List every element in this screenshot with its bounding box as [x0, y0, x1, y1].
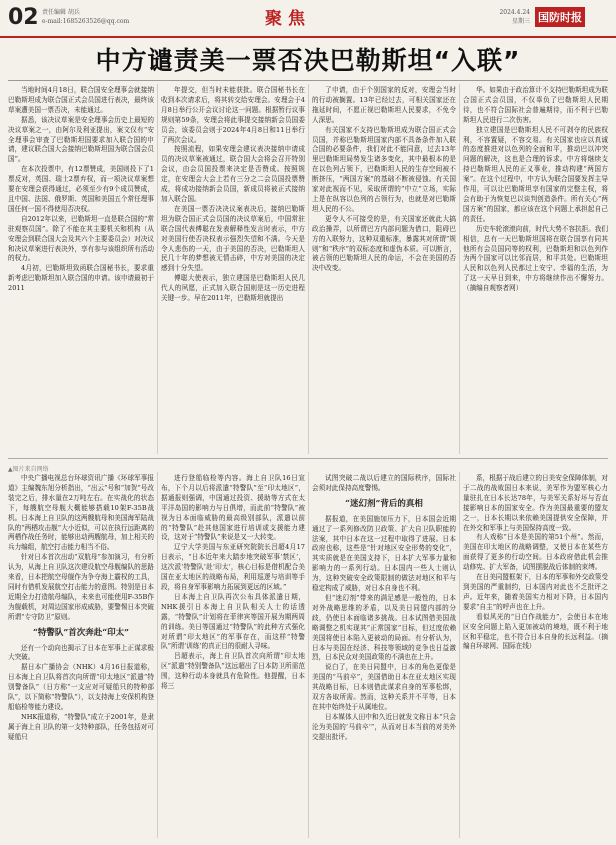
paragraph: 针对日本首次出动“双航母”参加演习，有分析认为，从海上自卫队这次建设航空母舰编队的思路来看，日本把航空母舰作为争夺海上霸权的工具，同时有借机发展航空打击能力的意图。特别是日本近期全力打造航母编队，未来也可能使用F-35B作为舰载机，对周边国家形成威胁，要警惕日本突破所谓“专守防卫”原则。 — [8, 553, 154, 621]
paragraph: 据悉，该决议草案是安全理事会历史上最短的决议草案之一，由阿尔及利亚提出，案文仅有“安全理事会审查了巴勒斯坦国要求加入联合国的申请，建议联合国大会接纳巴勒斯坦国为联合国会员国”。 — [8, 115, 154, 164]
paragraph: 还有一个动向也揭示了日本在军事上正谋求极大突破。 — [8, 643, 154, 662]
section-title: 聚焦 — [265, 9, 311, 29]
page-number: 02 — [8, 5, 39, 30]
paragraph: 中央广播电视总台环球资讯广播《环球军事报道》主编魏东旭分析指出，“出云”号和“加贺”号改装完之后，排水量在2万吨左右。在实战化的状态下，每艘航空母舰大概能够搭载10架F-35B战机。日本海上自卫队的这两艘航母和美国海军陆战队的“两栖攻击舰”大小近似，可以在执行远距离的两栖作战任务时，能够出动两艘航母，加上相关的兵力编组，航空打击能力相当不俗。 — [8, 474, 154, 552]
paragraph: 有关国家不支持巴勒斯坦成为联合国正式会员国，并称巴勒斯坦国家内部不具备条件加入联合国的必要条件，我们对此不能同意，过去13年里巴勒斯坦局势发生诸多变化，其中最根本的是在以色列占领下，巴勒斯坦人民的生存空间被不断挤压，“两国方案”的基础不断被侵蚀。有关国家对此视而不见，采取所谓的“中立”立场，实际上是在纵容以色列的占领行为，也就是对巴勒斯坦人民的不公。 — [312, 125, 456, 213]
paragraph: 历史车轮滚滚向前，时代大势不容抗拒。我们相信，总有一天巴勒斯坦国将在联合国享有同其他所有会员国同等的权利，巴勒斯坦和以色列作为两个国家可以比邻而居，和平共处。巴勒斯坦人民和以色列人民都过上安宁、幸福的生活，为了这一天早日到来，中方将继续作出不懈努力。（摘编自观察者网） — [463, 224, 608, 293]
paragraph: 年提交，但当时未能获批。联合国秘书长在收到本次请求后，将其转交给安理会。安理会于4月8日举行公开会议讨论这一问题。根据暂行议事规则第59条，安理会将此事提交接纳新会员国委员会，该委员会则于2024年4月8日和11日举行了两次会议。 — [161, 86, 305, 144]
editor-line: 责任编辑 胡兵 — [42, 9, 80, 16]
paragraph: 日本媒体人田中和久近日就发文称日本“只会沦为美国的‘马前卒’”，从而对日本当前的对美外交提出批评。 — [312, 712, 456, 741]
column-divider — [308, 472, 309, 838]
column-divider — [459, 472, 460, 838]
masthead — [0, 0, 616, 38]
paragraph: 按照流程，如果安理会建议表决接纳申请成员的决议草案被通过，联合国大会将会召开特别会议，由会员国投票来决定是否赞成。按照规定，在安理会大会上若有三分之二会员国投票赞成，将成功接纳新会员国，新成员将被正式接纳加入联合国。 — [161, 145, 305, 203]
paragraph: 在日美同盟框架下，日本的军事和外交政策受到美国的严重制约，日本国内对此也不乏批评之声。近年来，随着美国实力相对下降，日本国内要求“自主”的呼声也在上升。 — [463, 573, 608, 611]
article1-col3 — [312, 86, 456, 454]
column-divider — [157, 472, 158, 838]
paragraph: 据日本广播协会（NHK）4月16日报道称，日本海上自卫队将首次向所谓“印太地区”派遣“特别警备队”（日方称“一支应对可疑船只的特种部队”，以下简称“特警队”），以支持海上安保机构登船临检等能力建设。 — [8, 663, 154, 711]
article1-col4 — [463, 86, 608, 454]
paragraph: 自2012年以来，巴勒斯坦一直是联合国的“常驻观察员国”。除了不能在其主要机关和机构（从安理会到联合国大会及其六个主要委员会）对决议和决议草案进行表决外，享有参与该组织所有活动的权力。 — [8, 214, 154, 263]
column-divider — [459, 84, 460, 454]
paragraph: 试图突破二战以后建立的国际秩序，国际社会须对此保持高度警惕。 — [312, 474, 456, 492]
issue-date — [470, 8, 530, 26]
column-divider — [308, 84, 309, 454]
paragraph: 但“迷幻剂”带来的满足感是一般性的，日本对外战略思维的矛盾，以及美日同盟内部的分歧，仍使日本面临诸多挑战。日本试图借美国战略调整之机实现其“正常国家”目标，但过度依赖美国将使日本陷入更被动的局面。有分析认为，日本与美国在经济、科技等领域的竞争也日益激烈，日本民众对美国政策的不满也在上升。 — [312, 593, 456, 662]
paragraph: 系，根据于战后建立的日美安全保障体制，对于二战的战败国日本来说，美军作为盟军核心力量驻扎在日本长达78年，与美军关系好坏与否直接影响日本的国家安全。作为美国最重要的盟友之一，日本长期以来依赖美国提供安全保障，并在外交和军事上与美国保持高度一致。 — [463, 474, 608, 532]
main-headline: 中方谴责美一票否决巴勒斯坦“入联” — [95, 46, 521, 75]
paragraph: 日本海上自卫队再次公布具体派遣日期，NHK援引日本海上自卫队相关人士的话透露，“特警队”计划将在菲律宾等国开展为期两周的训练。美日等国通过“特警队”的此种方式强化对所谓“印太地区”的军事存在，而这样“特警队”所谓‘训练’的真正目的很耐人寻味。 — [161, 592, 305, 651]
paragraph: 说白了，在美日同盟中，日本的角色更像是美国的“马前卒”，美国借助日本在亚太地区实现其战略目标，日本则借此谋求自身的军事松绑，双方各取所需。然而，这种关系并不平等，日本在其中始终处于从属地位。 — [312, 663, 456, 711]
paragraph: 在美国一票否决决议案表决后，接纳巴勒斯坦为联合国正式会员国的决议草案后，中国常驻联合国代表傅聪在发表解释性发言时表示，中方对美国行使否决权表示强烈失望和不满。今天是令人悲伤的一天，由于美国的否决，巴勒斯坦人民几十年的梦想被无情击碎，中方对美国的决定感到十分失望。 — [161, 204, 305, 273]
paragraph: 4月初，巴勒斯坦致函联合国秘书长，要求重新考虑巴勒斯坦加入联合国的申请。该申请最初于2011 — [8, 264, 154, 293]
headline-rule — [8, 80, 608, 81]
paragraph: 进行登船临检等内容。海上自卫队16日宣布，下个月以后将派遣“特警队”至“印太地区”，据通报则强调，中国通过投资、援助等方式在太平洋岛国的影响力与日俱增，而此前“特警队”被视为日本面临威胁的最高级别部队，派遣以前的“特警队”赴其他国家进行培训或支援能力建设，这对于“特警队”来说是又一大转变。 — [161, 474, 305, 542]
photo-credit: ▲图片来自网络 — [8, 466, 49, 473]
email-line: e-mail:1685263526@qq.com — [42, 18, 130, 25]
paragraph: 看似风光的“日白作战能力”，会使日本在地区安全问题上陷入更加被动的境地，既不利于地区和平稳定，也不符合日本自身的长远利益。（摘编自环球网、国际在线） — [463, 612, 608, 651]
paragraph: 更令人不可接受的是，有关国家还就此大搞政治操弄，以所谓巴方内部问题为借口，阻碍巴方的入联努力，这种双重标准，暴露其对所谓“规则”和“秩序”的双标态度和虚伪本质。可以断言，被占领的巴勒斯坦人民的命运，不会在美国的否决中改变。 — [312, 214, 456, 273]
paragraph: 在本次投票中，有12票赞成，美国则投下了1票反对，英国、瑞士2票弃权，而一项决议草案想要在安理会获得通过，必须至少有9个成员赞成，且中国、法国、俄罗斯、英国和美国五个常任理事国任何一国不得使用否决权。 — [8, 165, 154, 213]
paragraph: 据报道，在美国施加压力下，日本国会近期通过了一系列修改防卫政策、扩大自卫队职能的法案，其中日本在这一过程中取得了进展。日本政府也称，这些是“针对地区安全形势的变化”，其实质就是在美国支持下，日本扩大军事力量和影响力的一系列行动。日本国内一些人士则认为，这种突破安全政策限制的做法对地区和平与稳定构成了威胁，对日本自身也不利。 — [312, 514, 456, 593]
weekday-line: 星期三 — [511, 18, 530, 25]
editor-info — [42, 8, 129, 26]
paragraph: 独立建国是巴勒斯坦人民不可剥夺的民族权利，不容置疑，不容交易。有关国家也应以真诚的态度推进对以色列的全面和平，推动巴以冲突问题的解决，这也是合理的诉求。中方将继续支持巴勒斯坦人民的正义事业，推动构建“两国方案”。在这个过程中，中方认为联合国要发挥主导作用，可以让巴勒斯坦享有国家的完整主权，将会有助于为恢复巴以谈判创造条件。所有关心“两国方案”的国家，都应该在这个问题上承担起自己的责任。 — [463, 125, 608, 223]
column-divider — [157, 84, 158, 454]
paragraph: 傅聪大使表示，独立建国是巴勒斯坦人民几代人的夙愿，正式加入联合国则是这一历史进程关键一步。早在2011年，巴勒斯坦就提出 — [161, 274, 305, 303]
paragraph: 辽宁大学美国与东亚研究院院长吕超4月17日表示，“日本近年来大踏步地突破军事‘禁区’，这次派‘特警队’赴‘印太’，核心目标是借机配合美国在亚太地区的战略布局，利用巡逻与培训等手段，将自身军事影响力拓展到更远的区域。” — [161, 543, 305, 591]
paragraph: 当地时间4月18日，联合国安全理事会就接纳巴勒斯坦成为联合国正式会员国进行表决，最终该草案遭美国一票否决，未能通过。 — [8, 86, 154, 114]
date-line: 2024.4.24 — [499, 9, 530, 16]
article2-col2 — [161, 474, 305, 838]
paragraph: NHK报道称，“特警队”成立于2001年，是隶属于海上自卫队的第一支特种部队，任务包括对可疑船只 — [8, 712, 154, 741]
newspaper-logo: 国防时报 — [535, 7, 585, 27]
article1-col1 — [8, 86, 154, 454]
section-divider — [8, 458, 608, 459]
article2-col4 — [463, 474, 608, 838]
paragraph: 了申请，由于个别国家的反对，安理会当时的行动被搁置。13年已经过去，可相关国家还在拖延时间，不愿正视巴勒斯坦人民要求，不免令人深思。 — [312, 86, 456, 124]
subheading: “特警队”首次奔赴“印太” — [32, 627, 130, 638]
paragraph: 华。如果由于政治算计不支持巴勒斯坦成为联合国正式会员国，不仅辜负了巴勒斯坦人民期待，也不符合国际社会普遍期待，而不利于巴勒斯坦人民进行二次伤害。 — [463, 86, 608, 124]
paragraph: 吕超表示，海上自卫队首次向所谓“印太地区”派遣“特别警备队”这远超出了日本防卫所需范围，这种行动本身就具有危险性。他提醒，日本将三 — [161, 652, 305, 691]
article2-col1 — [8, 474, 154, 838]
article1-col2 — [161, 86, 305, 454]
article2-col3 — [312, 474, 456, 838]
paragraph: 有人戏称“日本是美国的第51个州”。然而，美国在印太地区的战略调整，又使日本在某些方面获得了更多的行动空间。日本政府借此机会推动修宪、扩大军备，试图摆脱战后体制的束缚。 — [463, 533, 608, 572]
subheading: “迷幻剂”背后的真相 — [345, 498, 423, 509]
